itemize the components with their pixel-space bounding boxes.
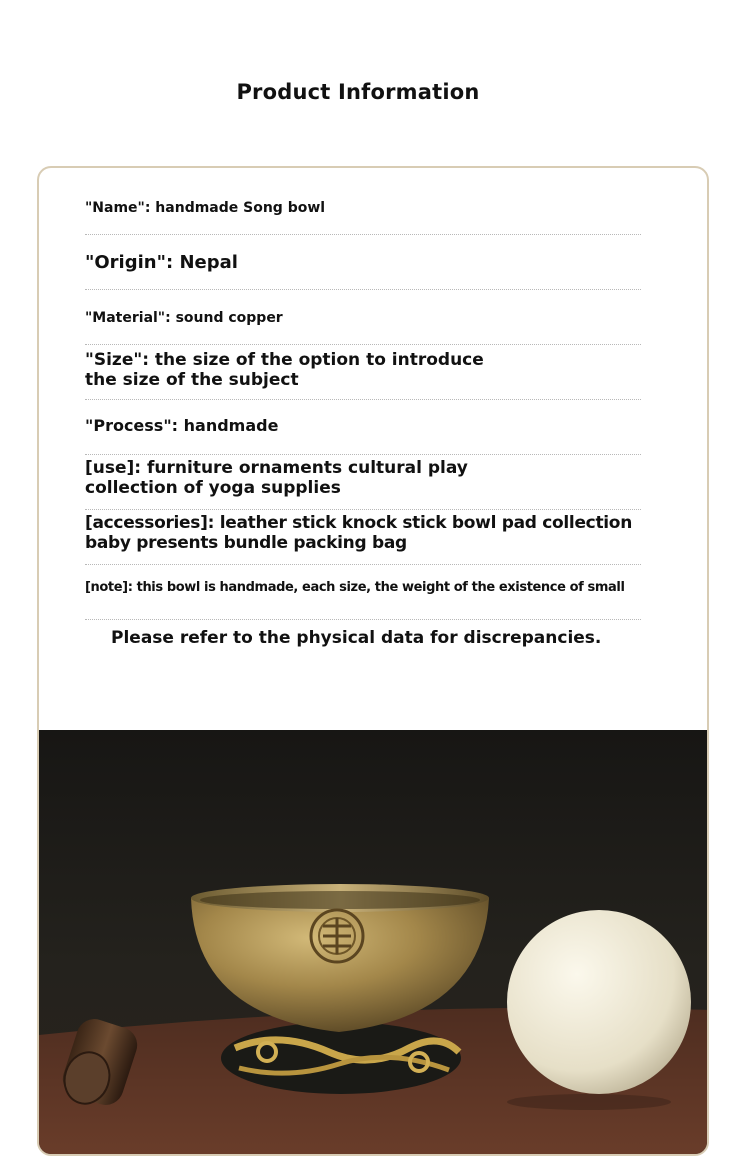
page-title: Product Information [236,80,480,104]
row-divider [85,509,641,510]
info-row-material: "Material": sound copper [85,310,283,326]
row-divider [85,454,641,455]
discrepancy-note: Please refer to the physical data for discrepancies. [111,628,602,648]
info-row-origin: "Origin": Nepal [85,252,238,273]
info-row-note: [note]: this bowl is handmade, each size, the weight of the existence of small [85,580,625,595]
info-row-size: "Size": the size of the option to introduce the size of the subject [85,350,484,391]
singing-bowl-photo [39,730,709,1156]
row-divider [85,344,641,345]
info-row-process: "Process": handmade [85,416,279,435]
row-divider [85,234,641,235]
bowl-cushion [221,1022,461,1094]
row-divider [85,564,641,565]
row-divider [85,619,641,620]
product-info-card [37,166,709,1156]
info-row-name: "Name": handmade Song bowl [85,200,326,216]
bowl-emblem [311,910,363,962]
row-divider [85,289,641,290]
row-divider [85,399,641,400]
info-row-use: [use]: furniture ornaments cultural play collection of yoga supplies [85,458,468,499]
info-row-accessories: [accessories]: leather stick knock stick bowl pad collection baby presents bundle packing bag [85,513,632,554]
